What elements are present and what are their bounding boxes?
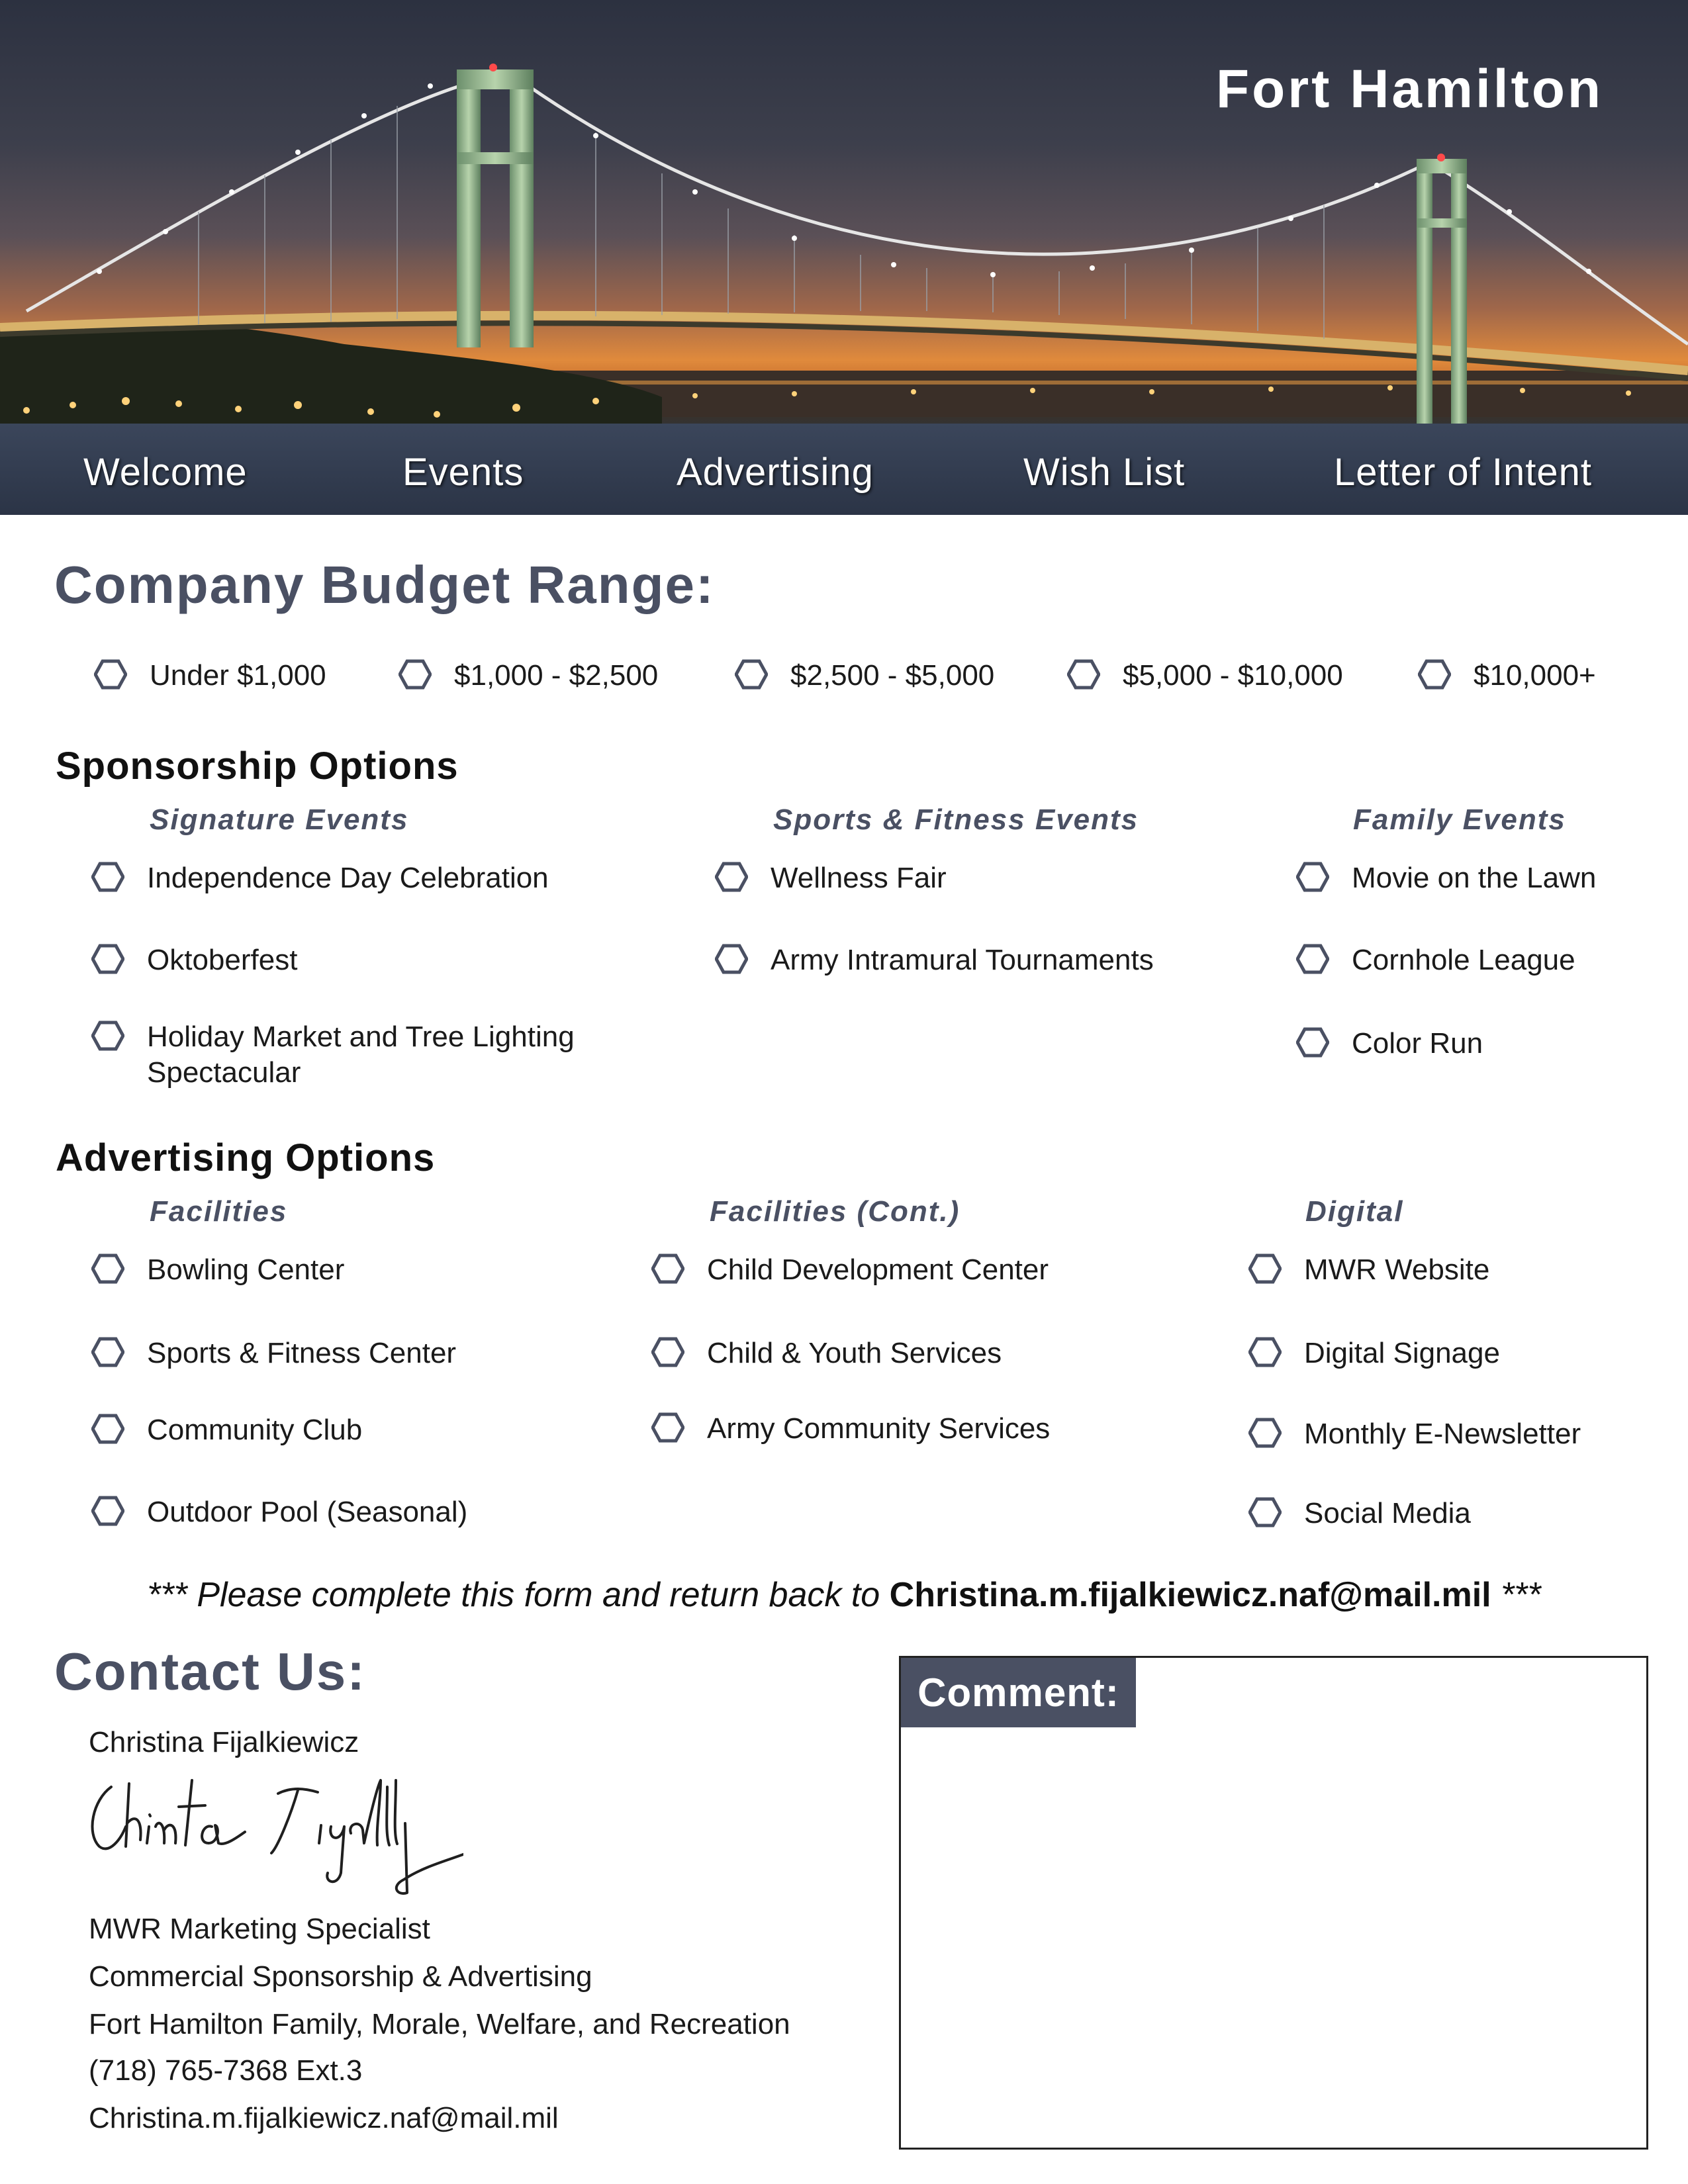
option-label: Digital Signage (1304, 1337, 1500, 1369)
hexagon-radio-icon (91, 1414, 124, 1444)
option-label: Outdoor Pool (Seasonal) (147, 1496, 468, 1528)
hexagon-radio-icon (91, 1253, 124, 1284)
option-label: Community Club (147, 1414, 363, 1446)
hexagon-radio-icon (735, 659, 768, 690)
sponsorship-option-color-run[interactable] (1296, 1026, 1483, 1062)
advertising-option-child-youth-services[interactable] (651, 1336, 1002, 1371)
option-label: Holiday Market and Tree Lighting Spectacular (147, 1021, 575, 1089)
nav-advertising[interactable]: Advertising (677, 451, 874, 494)
advertising-option-digital-signage[interactable] (1248, 1336, 1500, 1371)
option-label: Oktoberfest (147, 944, 298, 976)
hexagon-radio-icon (91, 1021, 124, 1051)
contact-phone[interactable]: (718) 765-7368 Ext.3 (89, 2054, 363, 2087)
advertising-option-bowling-center[interactable] (91, 1252, 344, 1288)
nav-letter-of-intent[interactable]: Letter of Intent (1334, 451, 1593, 494)
sponsorship-col-sports-heading: Sports & Fitness Events (773, 803, 1139, 836)
advertising-title: Advertising Options (56, 1136, 436, 1179)
hexagon-radio-icon (1248, 1337, 1282, 1367)
advertising-option-community-club[interactable] (91, 1412, 362, 1448)
return-form-note (0, 1575, 1688, 1615)
hexagon-radio-icon (1418, 659, 1451, 690)
hexagon-radio-icon (91, 862, 124, 892)
option-label: Monthly E-Newsletter (1304, 1418, 1581, 1450)
hexagon-radio-icon (651, 1412, 684, 1443)
nav-events[interactable]: Events (402, 451, 524, 494)
sponsorship-option-oktoberfest[interactable] (91, 942, 297, 978)
sponsorship-option-cornhole-league[interactable] (1296, 942, 1575, 978)
note-suffix: *** (1491, 1576, 1541, 1614)
option-label: Sports & Fitness Center (147, 1337, 457, 1369)
option-label: Cornhole League (1352, 944, 1575, 976)
contact-organization: Fort Hamilton Family, Morale, Welfare, and Recreation (89, 2008, 790, 2040)
hexagon-radio-icon (651, 1253, 684, 1284)
option-label: MWR Website (1304, 1253, 1490, 1286)
hexagon-radio-icon (91, 944, 124, 974)
option-label: $5,000 - $10,000 (1123, 659, 1343, 692)
budget-option-1000-2500[interactable] (399, 658, 658, 694)
option-label: Bowling Center (147, 1253, 345, 1286)
advertising-option-army-community-services[interactable] (651, 1411, 1050, 1447)
option-label: Child & Youth Services (707, 1337, 1002, 1369)
sponsorship-title: Sponsorship Options (56, 745, 459, 788)
contact-title: Contact Us: (54, 1642, 366, 1701)
signature-image (79, 1760, 463, 1899)
header-banner (0, 0, 1688, 515)
hexagon-radio-icon (1296, 862, 1329, 892)
hexagon-radio-icon (1296, 1027, 1329, 1058)
comment-textarea[interactable] (899, 1656, 1648, 2150)
option-label: Movie on the Lawn (1352, 862, 1597, 894)
advertising-col-facilities-cont-heading: Facilities (Cont.) (710, 1195, 961, 1228)
option-label: $2,500 - $5,000 (790, 659, 995, 692)
hexagon-radio-icon (715, 862, 748, 892)
contact-role: MWR Marketing Specialist (89, 1913, 430, 1945)
option-label: Color Run (1352, 1027, 1483, 1060)
sponsorship-option-holiday-market[interactable] (91, 1019, 634, 1091)
hexagon-radio-icon (91, 1496, 124, 1526)
option-label: Child Development Center (707, 1253, 1049, 1286)
note-email-link[interactable]: Christina.m.fijalkiewicz.naf@mail.mil (889, 1576, 1491, 1614)
hexagon-radio-icon (715, 944, 748, 974)
hexagon-radio-icon (1248, 1497, 1282, 1527)
comment-label: Comment: (901, 1658, 1136, 1727)
advertising-option-mwr-website[interactable] (1248, 1252, 1489, 1288)
hexagon-radio-icon (399, 659, 432, 690)
budget-option-under-1000[interactable] (94, 658, 326, 694)
advertising-option-child-development[interactable] (651, 1252, 1049, 1288)
sponsorship-col-signature-heading: Signature Events (150, 803, 409, 836)
option-label: $10,000+ (1474, 659, 1596, 692)
option-label: Army Intramural Tournaments (771, 944, 1154, 976)
option-label: Wellness Fair (771, 862, 947, 894)
hexagon-radio-icon (94, 659, 127, 690)
note-prefix: *** Please complete this form and return back to (147, 1576, 890, 1614)
advertising-option-social-media[interactable] (1248, 1496, 1471, 1531)
advertising-option-outdoor-pool[interactable] (91, 1494, 467, 1530)
sponsorship-option-wellness-fair[interactable] (715, 860, 947, 896)
advertising-option-monthly-enewsletter[interactable] (1248, 1416, 1581, 1452)
advertising-col-facilities-heading: Facilities (150, 1195, 288, 1228)
option-label: Social Media (1304, 1497, 1471, 1529)
advertising-option-sports-fitness-center[interactable] (91, 1336, 456, 1371)
sponsorship-option-movie-on-lawn[interactable] (1296, 860, 1596, 896)
hexagon-radio-icon (1248, 1418, 1282, 1448)
option-label: Independence Day Celebration (147, 862, 549, 894)
sponsorship-col-family-heading: Family Events (1353, 803, 1566, 836)
budget-option-5000-10000[interactable] (1067, 658, 1343, 694)
nav-welcome[interactable]: Welcome (83, 451, 248, 494)
budget-option-2500-5000[interactable] (735, 658, 994, 694)
option-label: Army Community Services (707, 1412, 1051, 1445)
sponsorship-option-independence-day[interactable] (91, 860, 549, 896)
contact-email[interactable]: Christina.m.fijalkiewicz.naf@mail.mil (89, 2102, 559, 2134)
hexagon-radio-icon (1067, 659, 1100, 690)
budget-title: Company Budget Range: (54, 555, 715, 614)
contact-department: Commercial Sponsorship & Advertising (89, 1960, 592, 1993)
sponsorship-option-army-intramural[interactable] (715, 942, 1154, 978)
budget-option-10000-plus[interactable] (1418, 658, 1596, 694)
hexagon-radio-icon (1248, 1253, 1282, 1284)
contact-name: Christina Fijalkiewicz (89, 1726, 359, 1758)
option-label: Under $1,000 (150, 659, 326, 692)
option-label: $1,000 - $2,500 (454, 659, 659, 692)
hexagon-radio-icon (91, 1337, 124, 1367)
advertising-col-digital-heading: Digital (1305, 1195, 1404, 1228)
nav-wish-list[interactable]: Wish List (1023, 451, 1186, 494)
hexagon-radio-icon (1296, 944, 1329, 974)
hexagon-radio-icon (651, 1337, 684, 1367)
site-title: Fort Hamilton (1216, 59, 1603, 119)
